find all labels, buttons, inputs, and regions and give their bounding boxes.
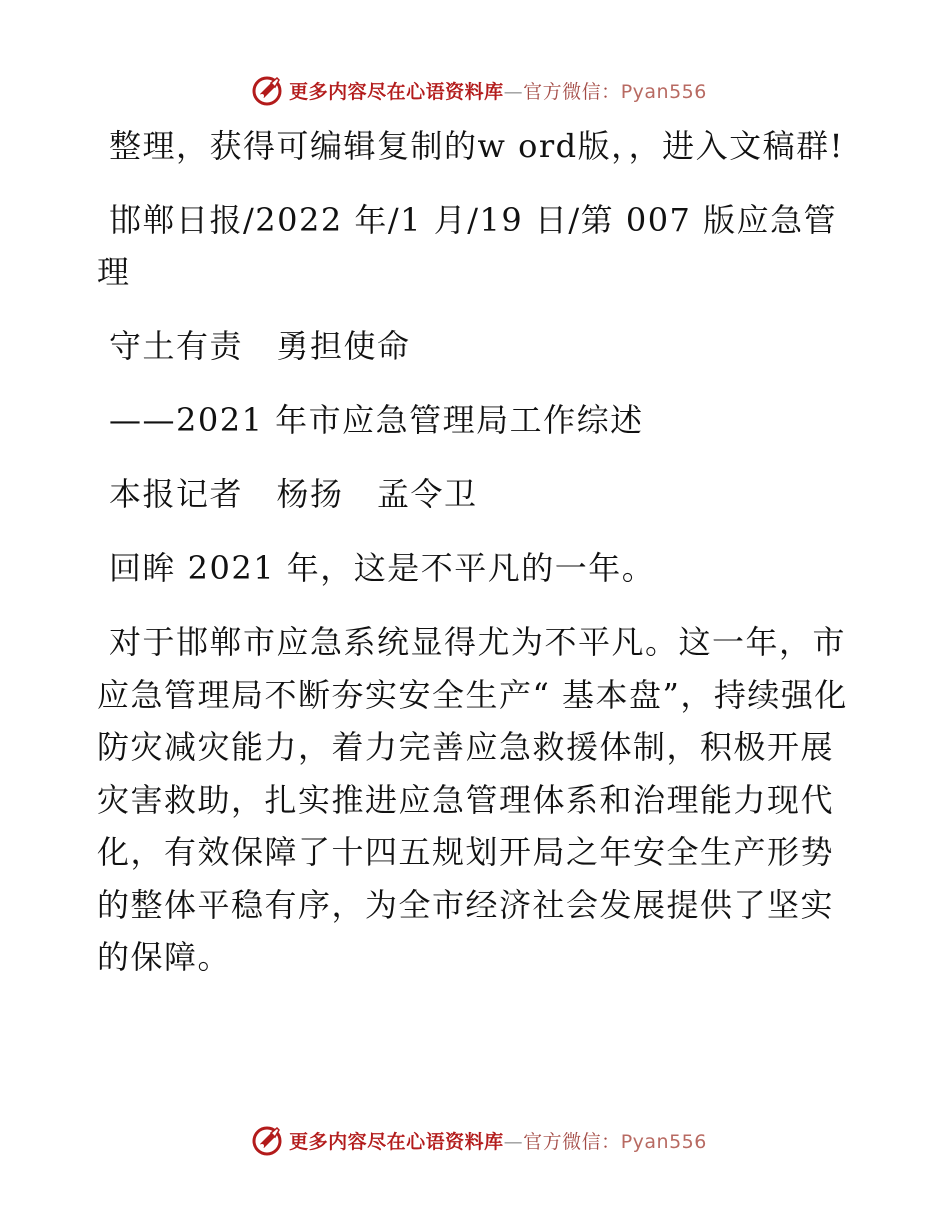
library-logo-icon [251,1124,283,1156]
source-line: 邯郸日报/2022 年/1 月/19 日/第 007 版应急管理 [97,201,838,291]
byline: 本报记者 杨扬 孟令卫 [109,475,478,513]
banner-text [289,77,707,104]
footer-banner [0,1120,950,1160]
body-paragraph: 对于邯郸市应急系统显得尤为不平凡。这一年，市应急管理局不断夯实安全生产“ 基本盘”，持续强化防灾减灾能力，着力完善应急救援体制，积极开展灾害救助，扎实推进应急管理体系和治理能力现代化，有效保障了十四五规划开局之年安全生产形势的整体平稳有序，为全市经济社会发展提供了坚实的保障。 [97,623,848,976]
document-body [97,120,857,1006]
lead-paragraph: 回眸 2021 年，这是不平凡的一年。 [109,549,656,587]
library-logo-icon [251,74,283,106]
intro-paragraph: 整理，获得可编辑复制的w ord版，，进入文稿群! [109,127,844,165]
banner-wechat-label: 官方微信： [523,80,621,103]
header-banner-inner [251,74,707,106]
article-title: 守土有责 勇担使命 [109,327,411,365]
banner-wechat-id: Pyan556 [620,80,707,103]
banner-text [289,1127,707,1154]
banner-main-text: 更多内容尽在心语资料库 [289,1130,504,1153]
header-banner [0,70,950,110]
banner-main-text: 更多内容尽在心语资料库 [289,80,504,103]
banner-wechat-label: 官方微信： [523,1130,621,1153]
banner-wechat-id: Pyan556 [620,1130,707,1153]
banner-dash: — [503,80,524,103]
footer-banner-inner [251,1124,707,1156]
article-subtitle: ——2021 年市应急管理局工作综述 [109,401,644,439]
banner-dash: — [503,1130,524,1153]
